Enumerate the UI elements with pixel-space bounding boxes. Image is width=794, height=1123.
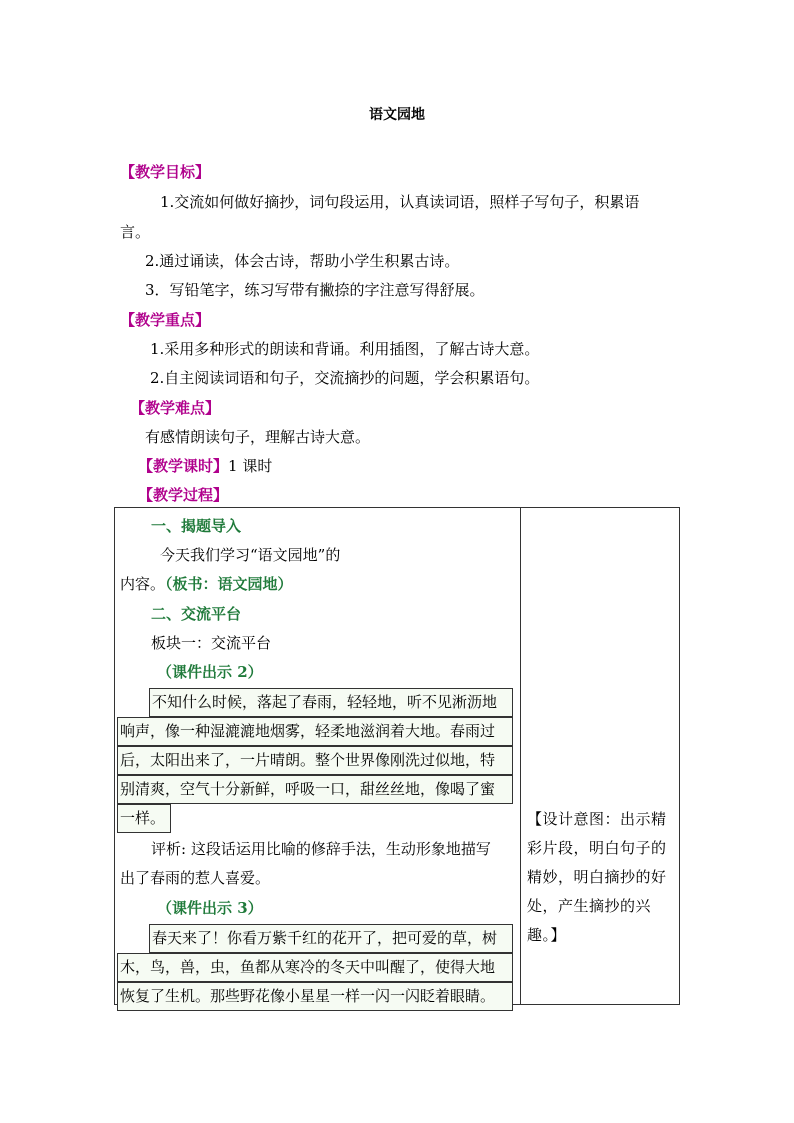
quote-1-line: 一样。 xyxy=(117,804,171,833)
blackboard-note: （板书：语文园地） xyxy=(165,575,293,593)
process-table xyxy=(114,507,680,1005)
quote-1-line: 别清爽，空气十分新鲜，呼吸一口，甜丝丝地，像喝了蜜 xyxy=(117,775,513,804)
slide-2-label: （课件出示 2） xyxy=(157,663,263,681)
section-2-title: 二、交流平台 xyxy=(151,605,242,623)
hours-heading: 【教学课时】 xyxy=(138,457,229,475)
quote-passage-1 xyxy=(120,688,513,833)
quote-2-line: 恢复了生机。那些野花像小星星一样一闪一闪眨着眼睛。 xyxy=(117,982,513,1011)
focus-item-2: 2.自主阅读词语和句子，交流摘抄的问题，学会积累语句。 xyxy=(150,369,540,387)
goals-item-1-cont: 言。 xyxy=(120,223,151,241)
difficulty-heading: 【教学难点】 xyxy=(130,399,221,417)
focus-heading: 【教学重点】 xyxy=(120,311,211,329)
process-heading: 【教学过程】 xyxy=(138,486,229,504)
section-1-line-1: 今天我们学习“语文园地”的 xyxy=(160,546,341,564)
quote-2-line: 木，鸟，兽，虫，鱼都从寒冷的冬天中叫醒了，使得大地 xyxy=(117,953,513,982)
goals-item-1: 1.交流如何做好摘抄，词句段运用，认真读词语，照样子写句子，积累语 xyxy=(160,193,640,211)
comment-line-2: 出了春雨的惹人喜爱。 xyxy=(120,869,271,887)
quote-passage-2 xyxy=(120,924,513,1011)
slide-3-label: （课件出示 3） xyxy=(157,899,263,917)
goals-item-3: 3．写铅笔字，练习写带有撇捺的字注意写得舒展。 xyxy=(145,281,485,299)
design-intent-cell xyxy=(521,508,679,1004)
focus-item-1: 1.采用多种形式的朗读和背诵。利用插图，了解古诗大意。 xyxy=(150,340,540,358)
hours-line xyxy=(138,456,272,476)
section-1-line-2-text: 内容。 xyxy=(120,575,166,593)
hours-value: 1 课时 xyxy=(228,457,273,475)
section-2-subtitle: 板块一：交流平台 xyxy=(151,634,272,652)
process-content-cell xyxy=(115,508,520,1004)
design-intent-note: 【设计意图：出示精彩片段，明白句子的精妙，明白摘抄的好处，产生摘抄的兴趣。】 xyxy=(527,810,667,944)
quote-1-line: 后，太阳出来了，一片晴朗。整个世界像刚洗过似地，特 xyxy=(117,746,513,775)
quote-2-line: 春天来了！你看万紫千红的花开了，把可爱的草，树 xyxy=(149,924,513,953)
section-1-title: 一、揭题导入 xyxy=(151,517,242,535)
quote-1-line: 不知什么时候，落起了春雨，轻轻地，听不见淅沥地 xyxy=(149,688,513,717)
goals-heading: 【教学目标】 xyxy=(120,163,211,181)
goals-item-2: 2.通过诵读，体会古诗，帮助小学生积累古诗。 xyxy=(145,252,460,270)
comment-line-1: 评析: 这段话运用比喻的修辞手法，生动形象地描写 xyxy=(151,840,491,858)
document-title: 语文园地 xyxy=(369,107,425,123)
quote-1-line: 响声，像一种湿漉漉地烟雾，轻柔地滋润着大地。春雨过 xyxy=(117,717,513,746)
section-1-line-2 xyxy=(120,574,293,594)
difficulty-text: 有感情朗读句子，理解古诗大意。 xyxy=(145,428,371,446)
